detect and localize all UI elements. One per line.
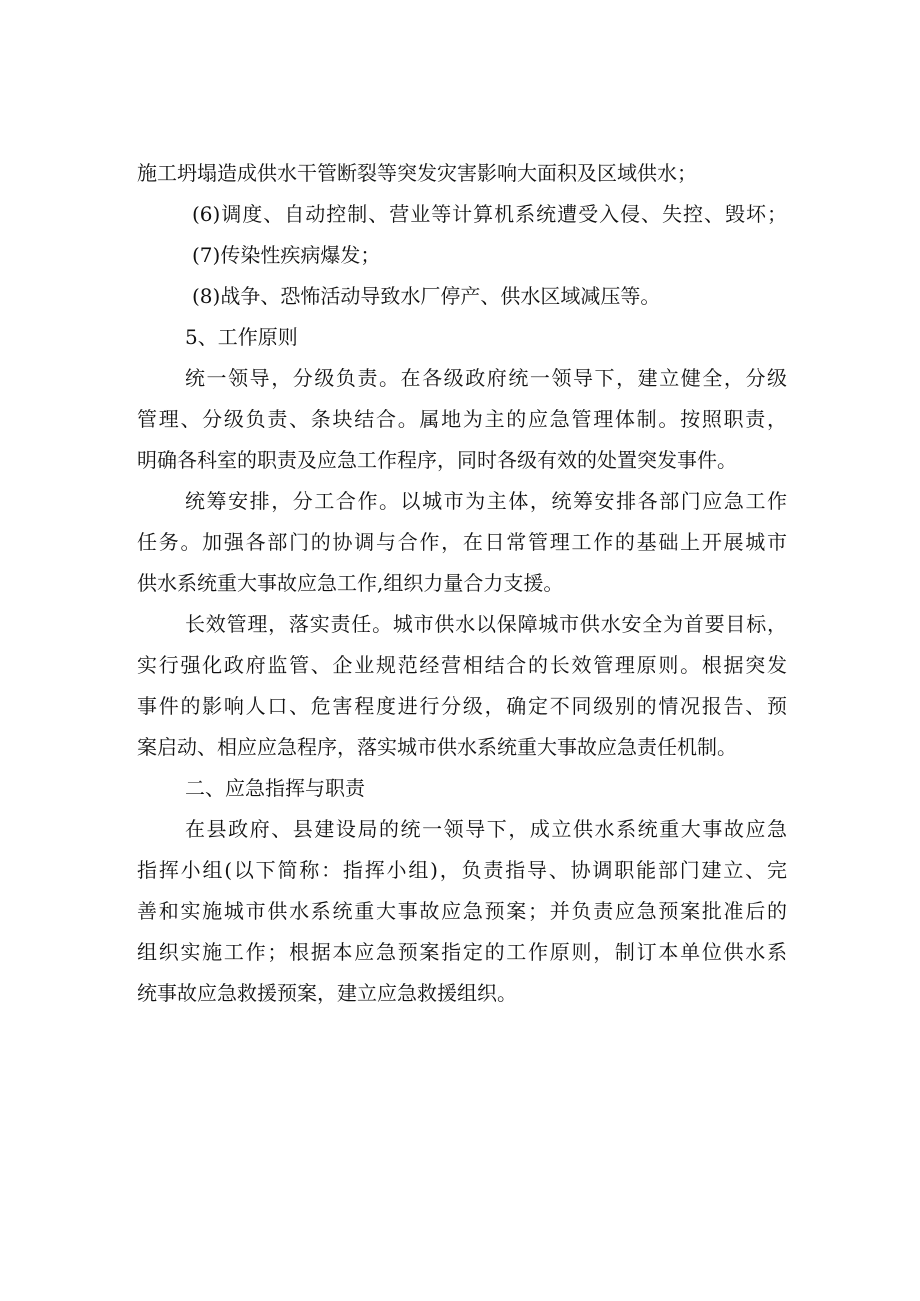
paragraph-line: 在县政府、县建设局的统一领导下，成立供水系统重大事故应急 [185, 817, 787, 841]
paragraph-line: 案启动、相应应急程序，落实城市供水系统重大事故应急责任机制。 [137, 735, 737, 759]
paragraph-line: 善和实施城市供水系统重大事故应急预案；并负责应急预案批准后的 [137, 899, 787, 923]
paragraph-line: 统筹安排，分工合作。以城市为主体，统筹安排各部门应急工作 [185, 489, 787, 513]
paragraph-line: 指挥小组(以下简称：指挥小组)，负责指导、协调职能部门建立、完 [137, 858, 787, 882]
paragraph-line: 统事故应急救援预案，建立应急救援组织。 [137, 981, 517, 1005]
paragraph-line: 组织实施工作；根据本应急预案指定的工作原则，制订本单位供水系 [137, 940, 787, 964]
section-heading-work-principles: 5、工作原则 [185, 325, 298, 349]
paragraph-line: 任务。加强各部门的协调与合作，在日常管理工作的基础上开展城市 [137, 530, 787, 554]
paragraph-line: 实行强化政府监管、企业规范经营相结合的长效管理原则。根据突发 [137, 653, 787, 677]
list-item-8: (8)战争、恐怖活动导致水厂停产、供水区域减压等。 [192, 284, 661, 308]
paragraph-line: 事件的影响人口、危害程度进行分级，确定不同级别的情况报告、预 [137, 694, 787, 718]
list-item-6: (6)调度、自动控制、营业等计算机系统遭受入侵、失控、毁坏； [192, 202, 787, 226]
paragraph-line: 长效管理，落实责任。城市供水以保障城市供水安全为首要目标， [185, 612, 787, 636]
document-body [137, 153, 787, 1014]
paragraph-line: 管理、分级负责、条块结合。属地为主的应急管理体制。按照职责， [137, 407, 787, 431]
paragraph-line: 明确各科室的职责及应急工作程序，同时各级有效的处置突发事件。 [137, 448, 737, 472]
paragraph-line: 施工坍塌造成供水干管断裂等突发灾害影响大面积及区域供水； [137, 161, 697, 185]
section-heading-command-duties: 二、应急指挥与职责 [185, 776, 365, 800]
list-item-7: (7)传染性疾病爆发； [192, 243, 381, 267]
paragraph-line: 供水系统重大事故应急工作,组织力量合力支援。 [137, 571, 564, 595]
paragraph-line: 统一领导，分级负责。在各级政府统一领导下，建立健全，分级 [185, 366, 787, 390]
